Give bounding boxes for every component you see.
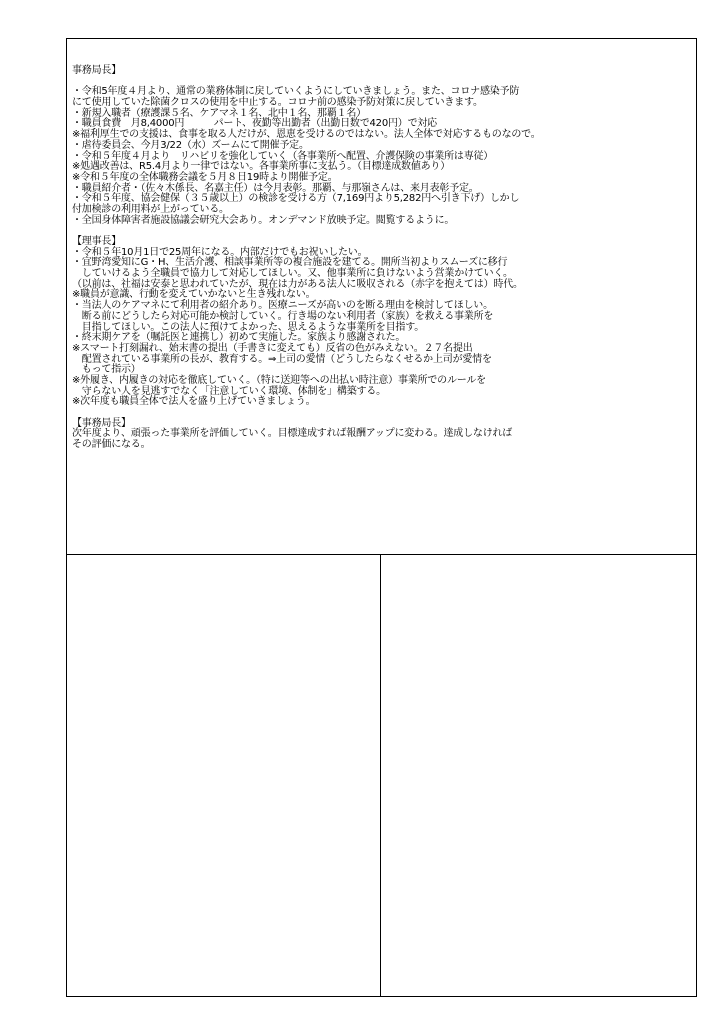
- minutes-line: ※次年度も職員全体で法人を盛り上げていきましょう。: [72, 396, 316, 408]
- meeting-minutes-table: [66, 38, 697, 997]
- minutes-cell: [67, 39, 696, 555]
- minutes-line: にて使用していた除菌クロスの使用を中止する。コロナ前の感染予防対策に戻していきます。: [72, 97, 483, 109]
- minutes-line: 次年度より、頑張った事業所を評価していく。目標達成すれば報酬アップに変わる。達成しなければ: [72, 428, 513, 440]
- minutes-line: ・全国身体障害者施設協議会研究大会あり。オンデマンド放映予定。閲覧するように。: [72, 214, 455, 226]
- minutes-line: （以前は、社福は安泰と思われていたが、現在は力がある法人に吸収される（赤字を抱えては）時代。: [72, 278, 523, 290]
- spacer: [72, 408, 692, 419]
- minutes-line: ・職員食費 月8,4000円 パート、夜勤等出勤者（出勤日数で420円）で対応: [72, 118, 437, 130]
- minutes-line: ・令和５年度４月より リハビリを強化していく（各事業所へ配置、介護保険の事業所は専従）: [72, 150, 494, 162]
- minutes-line: 守らない人を見逃すでなく「注意していく環境、体制を」構築する。: [72, 385, 386, 397]
- empty-cell-left: [67, 555, 381, 996]
- minutes-line: ・宜野湾愛知にG・H、生活介護、相談事業所等の複合施設を建てる。開所当初よりスムーズに移行: [72, 257, 508, 269]
- minutes-line: ・職員紹介者・（佐々木係長、名嘉主任）は今月表彰。那覇、与那嶺さんは、来月表彰予定。: [72, 182, 479, 194]
- minutes-line: 付加検診の利用料が上がっている。: [72, 203, 229, 215]
- section-heading: 事務局長】: [72, 65, 121, 76]
- minutes-line: ※福利厚生での支援は、食事を取る人だけが、恩恵を受けるのではない。法人全体で対応するものなので。: [72, 129, 541, 141]
- minutes-line: ・令和５年度、協会健保（３５歳以上）の検診を受ける方（7,169円より5,282円へ引き下げ）しかし: [72, 193, 520, 205]
- minutes-line: ・令和5年度４月より、通常の業務体制に戻していくようにしていきましょう。また、コロナ感染予防: [72, 86, 520, 98]
- minutes-line: ・当法人のケアマネにて利用者の紹介あり。医療ニーズが高いのを断る理由を検討してほしい。: [72, 300, 493, 312]
- section-heading: 【事務局長】: [72, 417, 131, 429]
- minutes-line: ※令和５年度の全体職務会議を５月８日19時より開催予定。: [72, 171, 338, 183]
- minutes-line: ・新規入職者（療護課５名、ケアマネ１名、北中１名、那覇１名）: [72, 107, 366, 119]
- minutes-line: ・令和５年10月1日で25周年になる。内部だけでもお祝いしたい。: [72, 246, 368, 258]
- minutes-line: 配置されている事業所の長が、教育する。⇒上司の愛情（どうしたらなくせるか上司が愛情を: [72, 353, 492, 365]
- empty-cell-right: [381, 555, 696, 996]
- section-heading: 【理事長】: [72, 236, 121, 247]
- minutes-line: 断る前にどうしたら対応可能か検討していく。行き場のない利用者（家族）を救える事業所を: [72, 310, 494, 322]
- minutes-line: 目指してほしい。この法人に預けてよかった、思えるような事業所を目指す。: [72, 321, 424, 333]
- minutes-line: ※スマート打刻漏れ、始末書の提出（手書きに変えても）反省の色がみえない。２７名提出: [72, 342, 473, 354]
- minutes-line: もって指示）: [72, 364, 141, 376]
- minutes-line: ・虐待委員会、今月3/22（水）ズームにて開催予定。: [72, 139, 309, 151]
- minutes-line: その評価になる。: [72, 439, 151, 451]
- minutes-content: [72, 66, 692, 451]
- minutes-line: ※職員が意識、行動を変えていかないと生き残れない。: [72, 289, 316, 301]
- spacer: [72, 226, 692, 237]
- minutes-line: ※外履き、内履きの対応を徹底していく。（特に送迎等への出払い時注意）事業所でのルールを: [72, 374, 486, 386]
- minutes-line: ※処遇改善は、R5.4月より一律ではない。各事業所事に支払う。（目標達成数値あり）: [72, 161, 451, 173]
- minutes-line: ・終末期ケアを（嘱託医と連携し）初めて実施した。家族より感謝された。: [72, 332, 406, 344]
- minutes-line: していけるよう全職員で協力して対応してほしい。又、他事業所に負けないよう営業かけていく。: [72, 268, 513, 280]
